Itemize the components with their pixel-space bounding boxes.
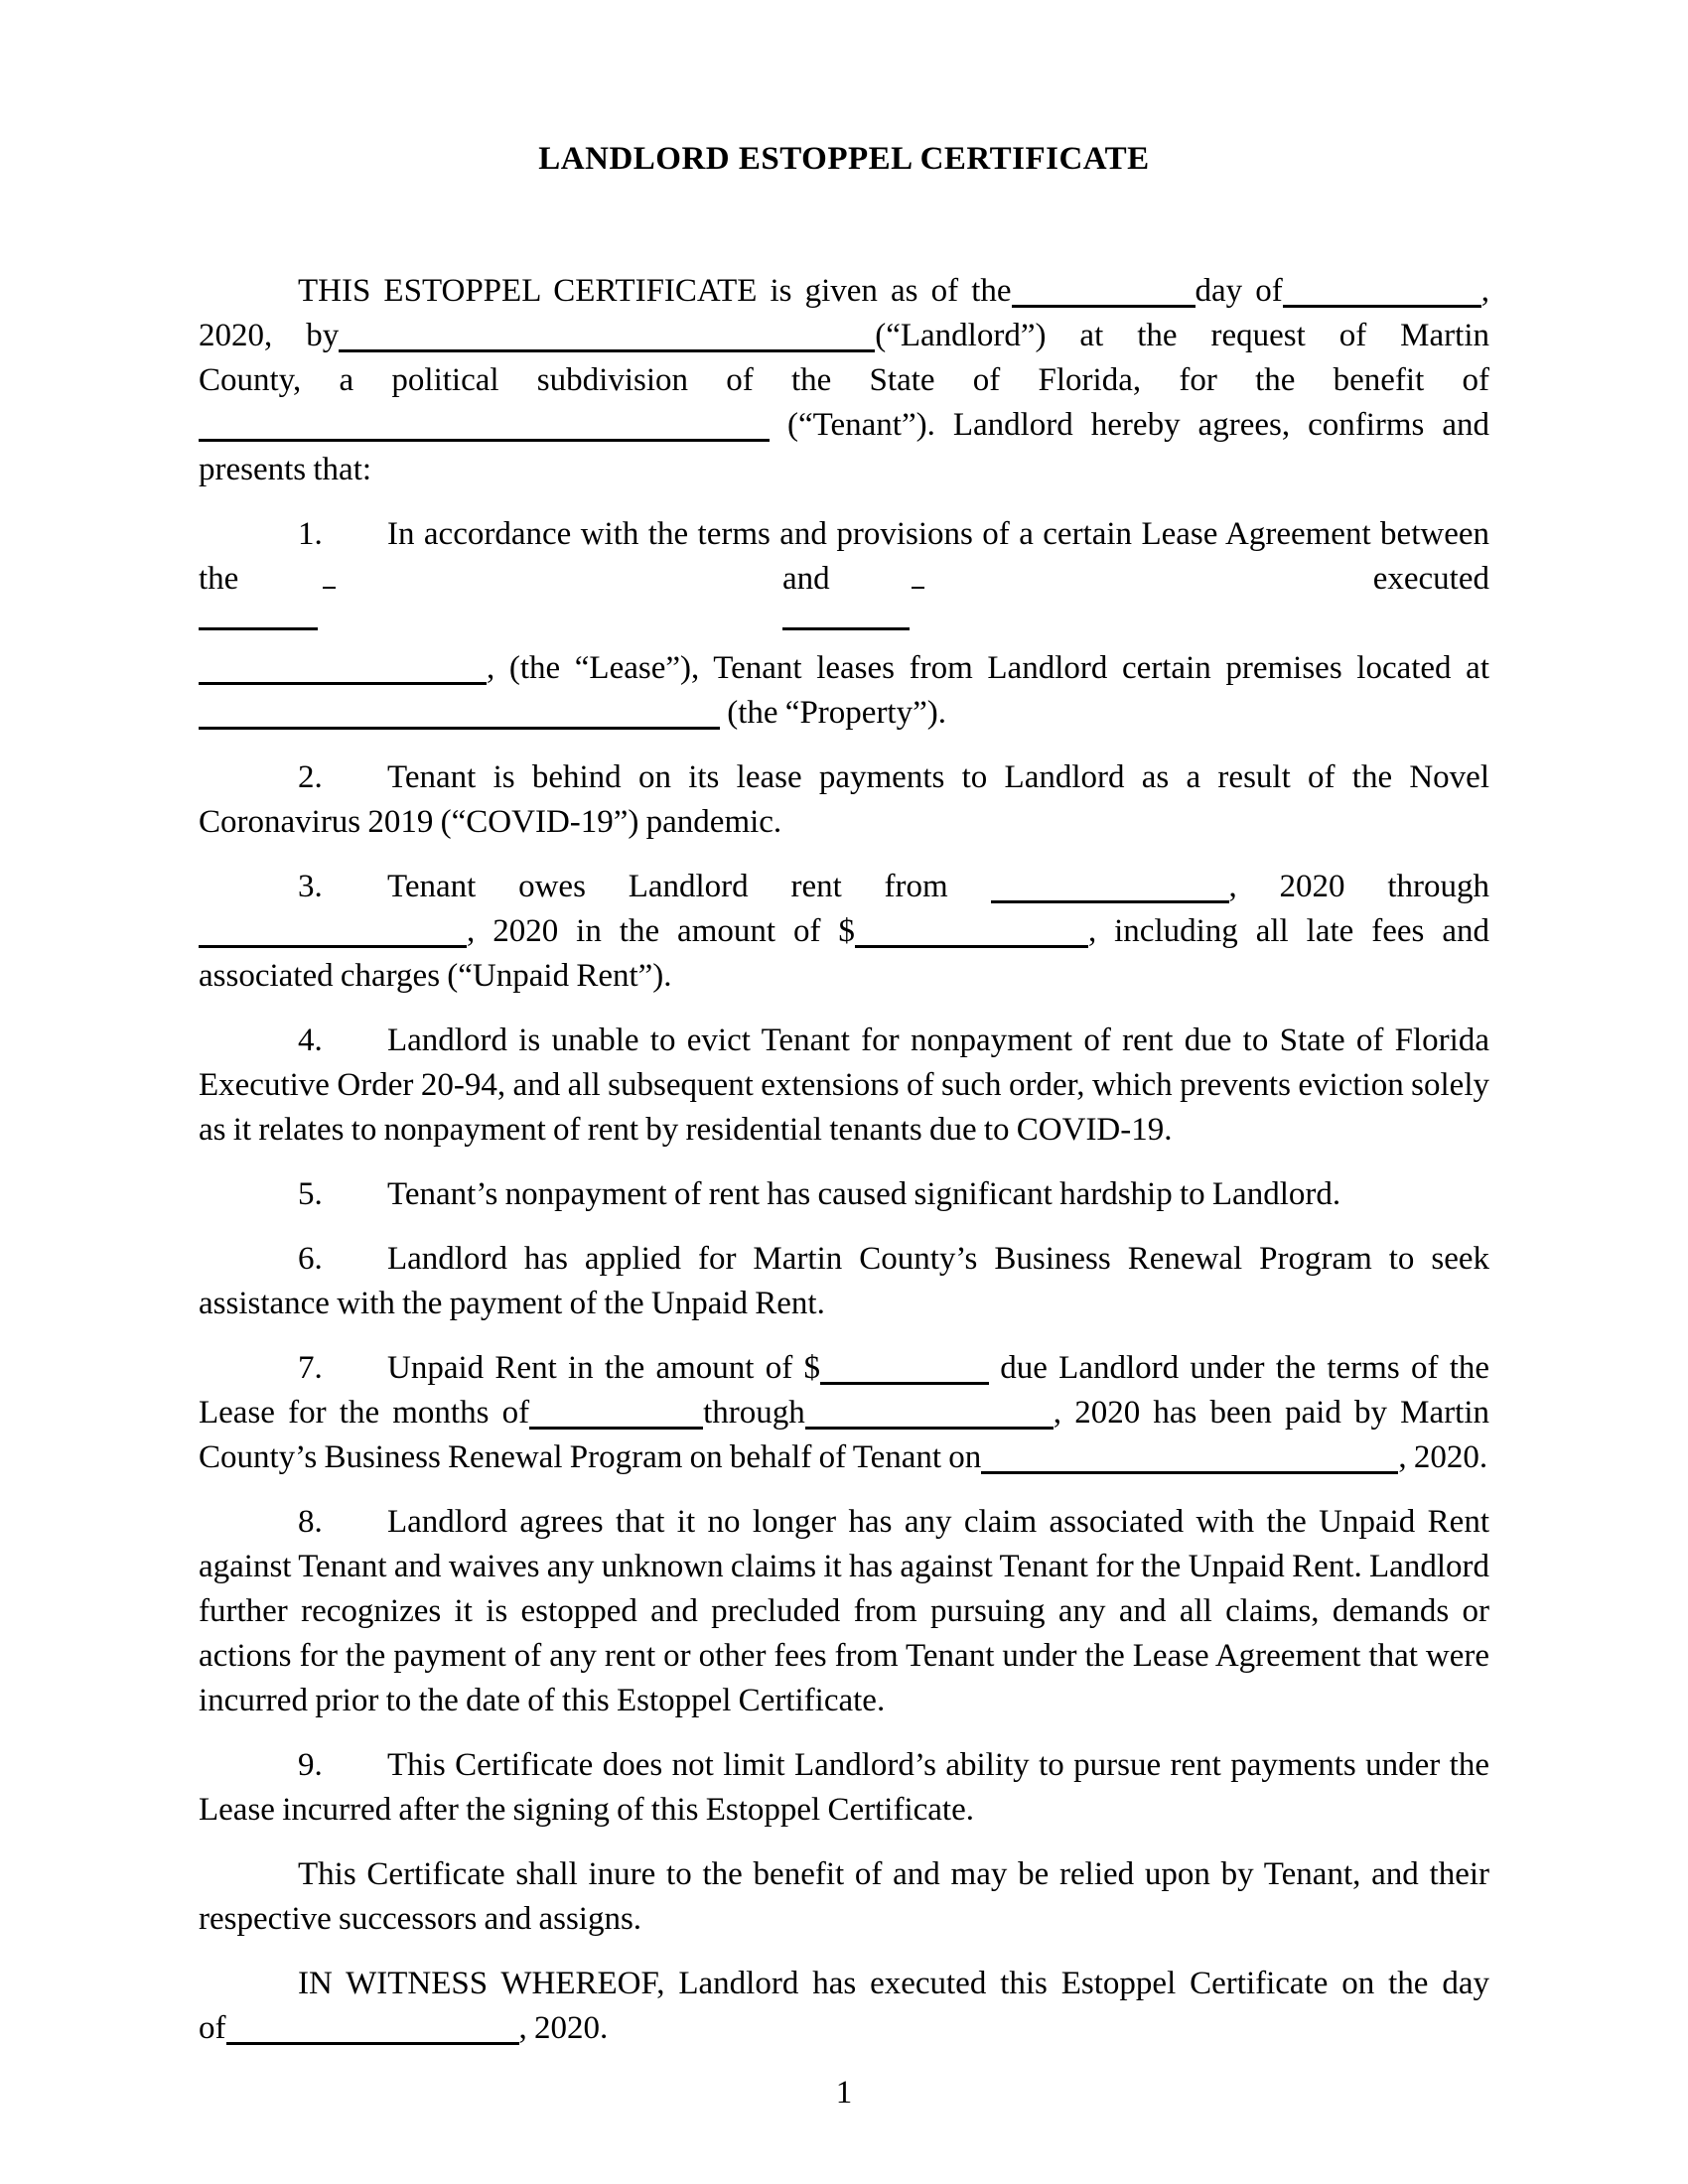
text-segment: Tenant is behind on its lease payments to Landlord as a result of the Novel Coronavirus 2019 (“COVID-19”) pandemic.	[199, 759, 1489, 840]
paragraph-number: 9.	[298, 1747, 323, 1783]
text-segment: executed	[1372, 561, 1489, 597]
text-segment: This Certificate shall inure to the benefit of and may be relied upon by Tenant, and their respective successors and assigns.	[199, 1856, 1489, 1937]
paragraph-number: 5.	[298, 1176, 323, 1212]
paragraph-intro	[199, 269, 1489, 492]
text-segment: , 2020 has been paid by Martin	[1053, 1395, 1489, 1431]
blank-field	[981, 1470, 1398, 1474]
paragraph-7	[199, 1346, 1489, 1480]
paragraph-number: 8.	[298, 1504, 323, 1540]
blank-field-mark	[323, 587, 336, 589]
text-line	[199, 954, 1489, 999]
text-line	[199, 512, 1489, 557]
blank-field-mark	[912, 587, 924, 589]
text-line	[199, 602, 1489, 646]
text-line	[199, 269, 1489, 314]
text-segment: associated charges (“Unpaid Rent”).	[199, 958, 672, 994]
text-line	[199, 403, 1489, 448]
paragraph-number: 6.	[298, 1241, 323, 1277]
text-line	[199, 314, 1489, 358]
text-segment: due Landlord under the terms of the	[1000, 1350, 1490, 1386]
blank-field	[782, 627, 910, 630]
page-number: 1	[835, 2075, 853, 2111]
text-line	[199, 1962, 1489, 2006]
text-segment: 2020, by	[199, 318, 340, 353]
text-segment: , 2020.	[518, 2010, 609, 2046]
blank-field	[199, 627, 318, 630]
text-segment: (“Tenant”). Landlord hereby agrees, confirms and	[787, 407, 1490, 443]
text-segment: Landlord has applied for Martin County’s Business Renewal Program to seek assistance with the payment of the Unpaid Rent.	[199, 1241, 1489, 1321]
text-segment: County, a political subdivision of the State of Florida, for the benefit of	[199, 362, 1489, 398]
text-segment: , 2020.	[1398, 1439, 1488, 1475]
paragraph-5	[199, 1172, 1489, 1217]
text-segment: THIS ESTOPPEL CERTIFICATE is given as of the	[298, 273, 1012, 309]
paragraph-number: 1.	[298, 516, 323, 552]
paragraph-8	[199, 1500, 1489, 1723]
text-segment: County’s Business Renewal Program on behalf of Tenant on	[199, 1439, 982, 1475]
text-segment: of	[199, 2010, 226, 2046]
paragraph-1	[199, 512, 1489, 736]
blank-field	[199, 681, 487, 685]
paragraph-number: 2.	[298, 759, 323, 795]
text-line	[199, 1435, 1489, 1480]
text-segment: Landlord agrees that it no longer has any claim associated with the Unpaid Rent against Tenant and waives any unknown claims it has against Tenant for the Unpaid Rent. Landlord further recognizes it is estopped and precluded from pursuing any and all claims, demands or actions for the payment of any rent or other fees from Tenant under the Lease Agreement that were incurred prior to the date of this Estoppel Certificate.	[199, 1504, 1489, 1718]
text-line	[199, 358, 1489, 403]
text-line	[199, 646, 1489, 691]
text-segment: , 2020 through	[1228, 869, 1489, 904]
paragraph-2	[199, 755, 1489, 845]
blank-field	[805, 1426, 1054, 1430]
paragraph-4	[199, 1019, 1489, 1153]
blank-field	[820, 1381, 989, 1385]
text-line	[199, 1346, 1489, 1391]
paragraph-9	[199, 1743, 1489, 1833]
text-line	[199, 909, 1489, 954]
blank-field	[1283, 304, 1481, 308]
text-segment: In accordance with the terms and provisions of a certain Lease Agreement between	[387, 516, 1489, 552]
text-segment: , (the “Lease”), Tenant leases from Landlord certain premises located at	[487, 650, 1489, 686]
text-segment: the	[199, 561, 239, 597]
paragraph-number: 4.	[298, 1023, 323, 1058]
text-segment: (the “Property”).	[727, 695, 946, 731]
paragraph-number: 7.	[298, 1350, 323, 1386]
text-segment: ,	[1480, 273, 1489, 309]
blank-field	[991, 899, 1229, 903]
text-segment: day of	[1195, 273, 1283, 309]
blank-field	[339, 348, 875, 352]
text-segment: Unpaid Rent in the amount of $	[387, 1350, 820, 1386]
blank-field	[1012, 304, 1196, 308]
text-segment: , 2020 in the amount of $	[467, 913, 855, 949]
paragraph-number: 3.	[298, 869, 323, 904]
text-line	[199, 865, 1489, 909]
text-segment: IN WITNESS WHEREOF, Landlord has executed this Estoppel Certificate on the day	[298, 1966, 1489, 2001]
text-segment: through	[703, 1395, 805, 1431]
text-line	[199, 448, 1489, 492]
blank-field	[199, 944, 467, 948]
document-title: LANDLORD ESTOPPEL CERTIFICATE	[538, 141, 1150, 177]
text-segment: presents that:	[199, 452, 372, 487]
text-segment: Lease for the months of	[199, 1395, 530, 1431]
blank-field	[855, 944, 1088, 948]
paragraph-witness	[199, 1962, 1489, 2051]
text-line	[199, 557, 1489, 602]
text-line	[199, 1391, 1489, 1435]
blank-field	[226, 2041, 519, 2045]
text-line	[199, 2006, 1489, 2051]
text-segment: (“Landlord”) at the request of Martin	[875, 318, 1490, 353]
paragraph-3	[199, 865, 1489, 999]
text-segment: Tenant owes Landlord rent from	[387, 869, 948, 904]
text-segment: Landlord is unable to evict Tenant for nonpayment of rent due to State of Florida Executive Order 20-94, and all subsequent extensions of such order, which prevents eviction solely as it relates to nonpayment of rent by residential tenants due to COVID-19.	[199, 1023, 1489, 1148]
text-segment: Tenant’s nonpayment of rent has caused significant hardship to Landlord.	[387, 1176, 1341, 1212]
text-segment: , including all late fees and	[1087, 913, 1489, 949]
blank-field	[199, 726, 720, 730]
text-segment: and	[782, 561, 830, 597]
paragraph-closing	[199, 1852, 1489, 1942]
blank-field	[529, 1426, 703, 1430]
text-line	[199, 691, 1489, 736]
paragraph-6	[199, 1237, 1489, 1326]
blank-field	[199, 438, 770, 442]
text-segment: This Certificate does not limit Landlord’s ability to pursue rent payments under the Lease incurred after the signing of this Estoppel Certificate.	[199, 1747, 1489, 1828]
